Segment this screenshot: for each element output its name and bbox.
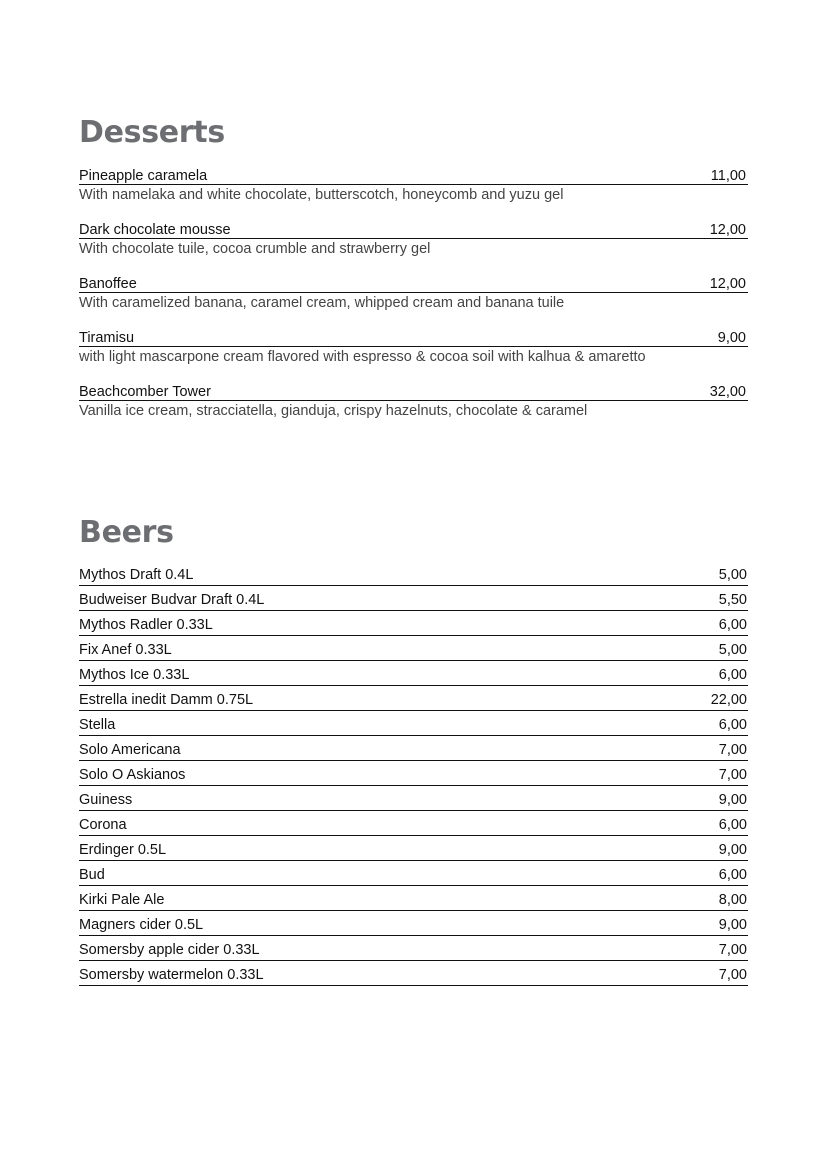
dessert-item (79, 328, 748, 382)
beer-name: Magners cider 0.5L (79, 917, 204, 933)
beer-row (79, 611, 748, 636)
beer-name: Solo Americana (79, 742, 181, 758)
dessert-name: Beachcomber Tower (79, 384, 211, 400)
dessert-name: Pineapple caramela (79, 168, 208, 184)
dessert-price: 9,00 (717, 330, 746, 346)
beer-price: 7,00 (718, 942, 747, 958)
beer-price: 7,00 (718, 767, 747, 783)
beer-name: Budweiser Budvar Draft 0.4L (79, 592, 265, 608)
beers-title: Beers (79, 515, 174, 550)
beer-price: 6,00 (718, 667, 747, 683)
beer-name: Somersby apple cider 0.33L (79, 942, 260, 958)
beer-row (79, 861, 748, 886)
beers-section (79, 515, 748, 986)
beer-price: 9,00 (718, 792, 747, 808)
beer-price: 6,00 (718, 867, 747, 883)
beer-row (79, 636, 748, 661)
beer-name: Mythos Radler 0.33L (79, 617, 213, 633)
dessert-price: 12,00 (709, 276, 746, 292)
beer-name: Stella (79, 717, 116, 733)
dessert-description: With caramelized banana, caramel cream, whipped cream and banana tuile (79, 295, 565, 311)
beer-row (79, 568, 748, 586)
beer-price: 22,00 (710, 692, 747, 708)
dessert-price: 12,00 (709, 222, 746, 238)
desserts-title: Desserts (79, 115, 225, 150)
dessert-item (79, 166, 748, 220)
beer-row (79, 811, 748, 836)
beer-price: 9,00 (718, 842, 747, 858)
beer-row (79, 736, 748, 761)
beer-price: 9,00 (718, 917, 747, 933)
dessert-header (79, 382, 748, 401)
beer-row (79, 711, 748, 736)
dessert-header (79, 274, 748, 293)
beers-list (79, 568, 748, 986)
beer-name: Bud (79, 867, 105, 883)
dessert-price: 32,00 (709, 384, 746, 400)
beer-name: Fix Anef 0.33L (79, 642, 172, 658)
dessert-description: With namelaka and white chocolate, butterscotch, honeycomb and yuzu gel (79, 187, 564, 203)
dessert-name: Banoffee (79, 276, 137, 292)
beer-name: Mythos Draft 0.4L (79, 567, 194, 583)
beer-price: 5,00 (718, 642, 747, 658)
dessert-description: With chocolate tuile, cocoa crumble and strawberry gel (79, 241, 431, 257)
beer-row (79, 961, 748, 986)
beer-price: 6,00 (718, 817, 747, 833)
dessert-item (79, 382, 748, 436)
beer-row (79, 836, 748, 861)
dessert-header (79, 328, 748, 347)
beer-row (79, 786, 748, 811)
desserts-list (79, 166, 748, 436)
beer-row (79, 586, 748, 611)
beer-price: 7,00 (718, 967, 747, 983)
beer-name: Somersby watermelon 0.33L (79, 967, 264, 983)
beer-name: Guiness (79, 792, 133, 808)
beer-row (79, 661, 748, 686)
dessert-item (79, 220, 748, 274)
dessert-price: 11,00 (710, 168, 746, 184)
beer-row (79, 911, 748, 936)
dessert-description: with light mascarpone cream flavored with espresso & cocoa soil with kalhua & amaretto (79, 349, 646, 365)
dessert-header (79, 166, 748, 185)
dessert-name: Tiramisu (79, 330, 135, 346)
dessert-name: Dark chocolate mousse (79, 222, 231, 238)
beer-name: Estrella inedit Damm 0.75L (79, 692, 254, 708)
beer-price: 5,50 (718, 592, 747, 608)
beer-name: Solo O Askianos (79, 767, 186, 783)
beer-name: Kirki Pale Ale (79, 892, 165, 908)
dessert-item (79, 274, 748, 328)
beer-price: 7,00 (718, 742, 747, 758)
beer-price: 6,00 (718, 717, 747, 733)
dessert-description: Vanilla ice cream, stracciatella, gianduja, crispy hazelnuts, chocolate & caramel (79, 403, 588, 419)
beer-row (79, 686, 748, 711)
beer-row (79, 886, 748, 911)
beer-name: Mythos Ice 0.33L (79, 667, 190, 683)
beer-row (79, 936, 748, 961)
beer-row (79, 761, 748, 786)
dessert-header (79, 220, 748, 239)
beer-name: Corona (79, 817, 127, 833)
beer-price: 8,00 (718, 892, 747, 908)
beer-price: 6,00 (718, 617, 747, 633)
desserts-section (79, 115, 748, 436)
beer-name: Erdinger 0.5L (79, 842, 167, 858)
beer-price: 5,00 (718, 567, 747, 583)
